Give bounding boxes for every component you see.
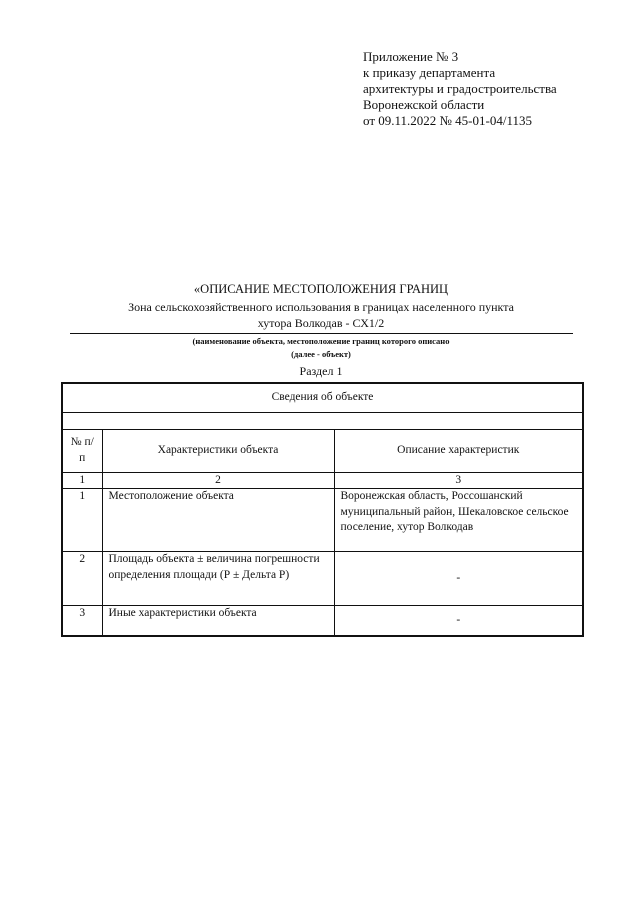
table-caption-row <box>62 383 583 412</box>
col-number-1: 1 <box>62 472 102 489</box>
object-name-note <box>60 335 582 361</box>
row-num: 2 <box>62 552 102 606</box>
annex-region: Воронежской области <box>363 97 485 112</box>
annex-header <box>363 49 557 129</box>
annex-date-number: от 09.11.2022 № 45-01-04/1135 <box>363 113 532 128</box>
object-info-table <box>61 382 584 637</box>
header-num: № п/п <box>62 429 102 472</box>
row-characteristic: Местоположение объекта <box>102 489 334 552</box>
header-description: Описание характеристик <box>334 429 583 472</box>
row-characteristic: Площадь объекта ± величина погрешности определения площади (Р ± Дельта Р) <box>102 552 334 606</box>
row-description: Воронежская область, Россошанский муниципальный район, Шекаловское сельское поселение, хутор Волкодав <box>334 489 583 552</box>
column-number-row <box>62 472 583 489</box>
note-line-2: (далее - объект) <box>291 349 351 359</box>
title-underline <box>70 333 573 334</box>
annex-order-ref: к приказу департамента <box>363 65 496 80</box>
section-heading: Раздел 1 <box>299 364 343 378</box>
row-num: 1 <box>62 489 102 552</box>
table-spacer <box>62 412 583 429</box>
document-title-block <box>60 281 582 379</box>
row-description: - <box>334 552 583 606</box>
document-title: «ОПИСАНИЕ МЕСТОПОЛОЖЕНИЯ ГРАНИЦ <box>193 282 449 296</box>
table-row <box>62 606 583 636</box>
header-characteristic: Характеристики объекта <box>102 429 334 472</box>
annex-number: Приложение № 3 <box>363 49 459 64</box>
row-description: - <box>334 606 583 636</box>
object-name-line-2: хутора Волкодав - СХ1/2 <box>257 316 385 330</box>
col-number-3: 3 <box>334 472 583 489</box>
annex-department: архитектуры и градостроительства <box>363 81 557 96</box>
note-line-1: (наименование объекта, местоположение границ которого описано <box>192 336 450 346</box>
row-num: 3 <box>62 606 102 636</box>
table-caption: Сведения об объекте <box>62 383 583 412</box>
table-spacer-row <box>62 412 583 429</box>
table-row <box>62 489 583 552</box>
col-number-2: 2 <box>102 472 334 489</box>
object-name <box>60 299 582 331</box>
table-row <box>62 552 583 606</box>
table-header-row <box>62 429 583 472</box>
row-characteristic: Иные характеристики объекта <box>102 606 334 636</box>
object-name-line-1: Зона сельскохозяйственного использования в границах населенного пункта <box>128 300 514 314</box>
